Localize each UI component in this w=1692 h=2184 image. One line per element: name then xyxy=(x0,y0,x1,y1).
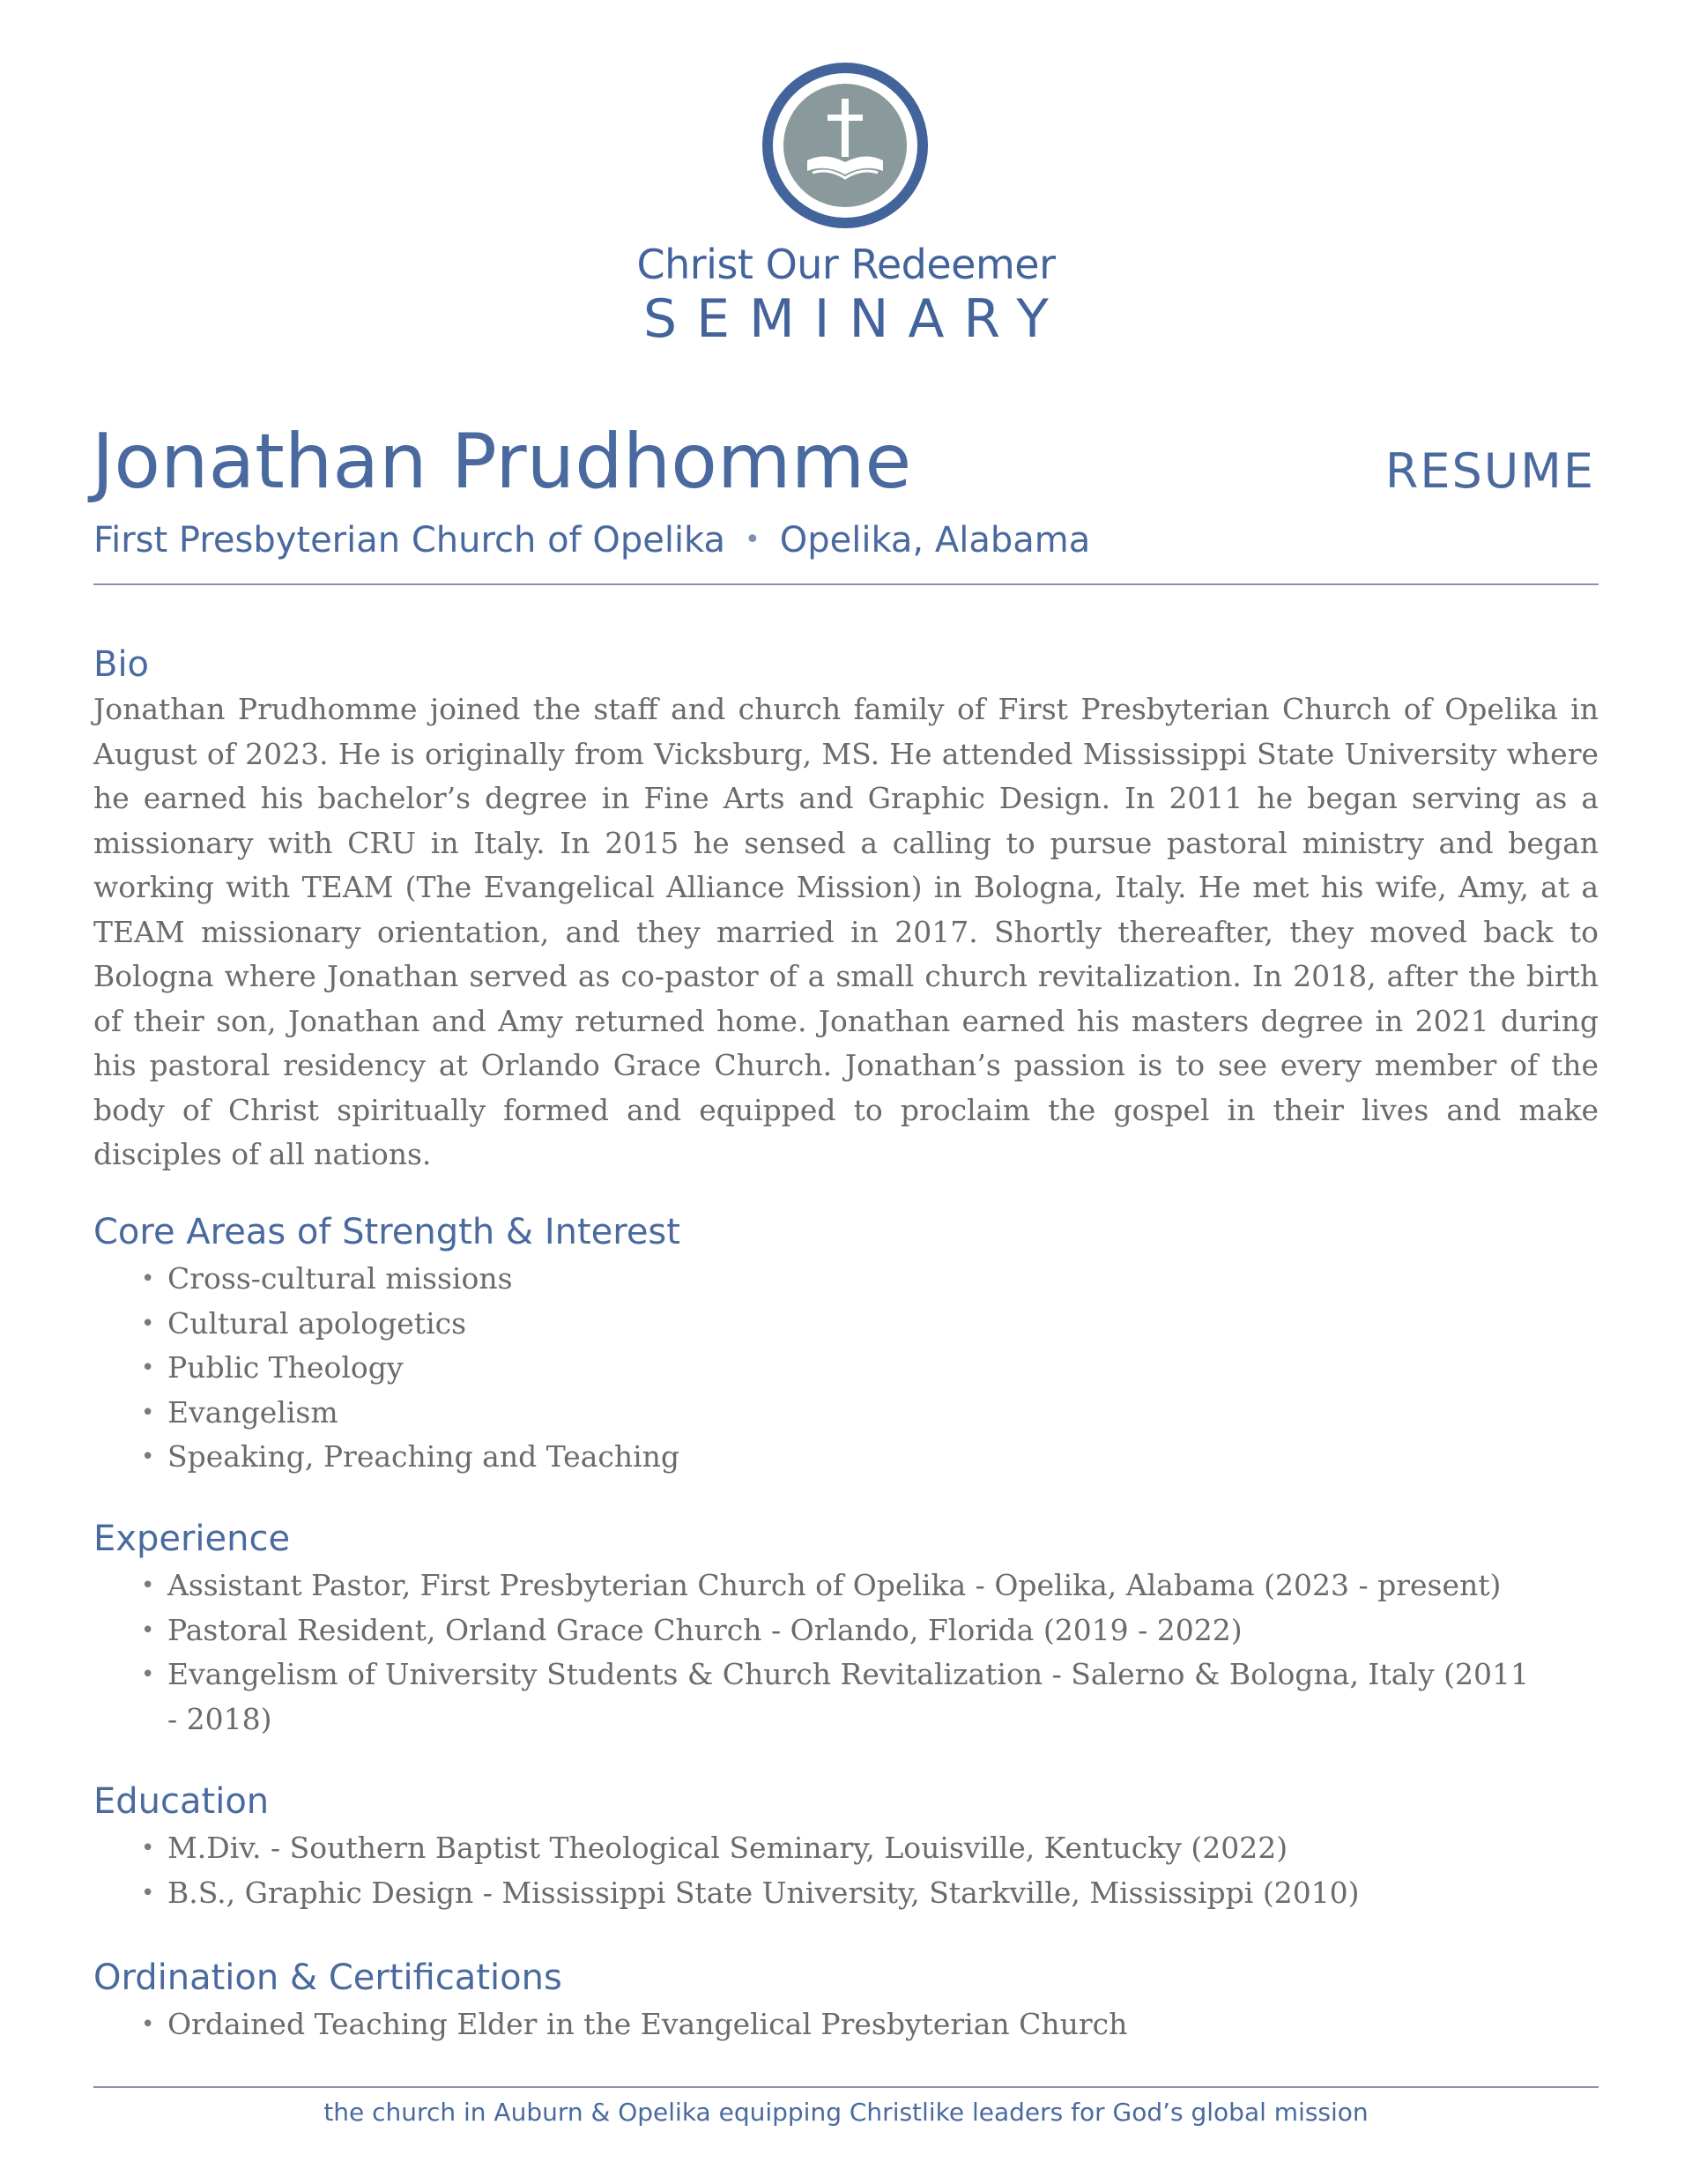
bullet-icon: • xyxy=(141,1616,155,1644)
bullet-icon: • xyxy=(141,1310,155,1337)
person-name: Jonathan Prudhomme xyxy=(92,418,912,506)
list-item: • B.S., Graphic Design - Mississippi State University, Starkville, Mississippi (2010) xyxy=(141,1871,1604,1916)
seminary-wordmark xyxy=(0,240,1692,349)
strengths-heading: Core Areas of Strength & Interest xyxy=(93,1212,680,1252)
bio-heading: Bio xyxy=(93,644,150,685)
list-item: • Cross-cultural missions xyxy=(141,1257,1604,1302)
list-item: • Ordained Teaching Elder in the Evangelical Presbyterian Church xyxy=(141,2002,1604,2047)
list-item: • Cultural apologetics xyxy=(141,1302,1604,1347)
list-item: • Assistant Pastor, First Presbyterian Church of Opelika - Opelika, Alabama (2023 - present) xyxy=(141,1564,1604,1608)
location: Opelika, Alabama xyxy=(779,520,1091,561)
bio-paragraph: Jonathan Prudhomme joined the staff and church family of First Presbyterian Church of Opelika in August of 2023. He is originally from Vicksburg, MS. He attended Mississippi State University where he earned his bachelor’s degree in Fine Arts and Graphic Design. In 2011 he began serving as a missionary with CRU in Italy. In 2015 he sensed a calling to pursue pastoral ministry and began working with TEAM (The Evangelical Alliance Mission) in Bologna, Italy. He met his wife, Amy, at a TEAM missionary orientation, and they married in 2017. Shortly thereafter, they moved back to Bologna where Jonathan served as co-pastor of a small church revitalization. In 2018, after the birth of their son, Jonathan and Amy returned home. Jonathan earned his masters degree in 2021 during his pastoral residency at Orlando Grace Church. Jonathan’s passion is to see every member of the body of Christ spiritually formed and equipped to proclaim the gospel in their lives and make disciples of all nations. xyxy=(93,692,1599,1171)
cross-and-open-book-logo-icon xyxy=(761,62,929,229)
list-item: • Public Theology xyxy=(141,1346,1604,1391)
bullet-icon: • xyxy=(141,1355,155,1381)
bullet-icon: • xyxy=(141,1572,155,1599)
education-heading: Education xyxy=(93,1781,270,1822)
church-name: First Presbyterian Church of Opelika xyxy=(93,520,726,561)
bullet-icon: • xyxy=(141,1399,155,1426)
bullet-icon: • xyxy=(141,2011,155,2038)
experience-list xyxy=(141,1564,1604,1742)
ordination-list xyxy=(141,2002,1604,2047)
experience-heading: Experience xyxy=(93,1519,291,1559)
strengths-list xyxy=(141,1257,1604,1480)
bullet-icon: • xyxy=(141,1879,155,1906)
bullet-icon: • xyxy=(141,1661,155,1688)
footer-divider xyxy=(93,2086,1599,2088)
list-item: • Pastoral Resident, Orland Grace Church - Orlando, Florida (2019 - 2022) xyxy=(141,1608,1604,1653)
list-item: • Evangelism xyxy=(141,1391,1604,1436)
bullet-icon: • xyxy=(141,1444,155,1470)
list-item: • Speaking, Preaching and Teaching xyxy=(141,1435,1604,1480)
ordination-heading: Ordination & Certifications xyxy=(93,1957,562,1998)
footer-tagline: the church in Auburn & Opelika equipping Christlike leaders for God’s global mission xyxy=(323,2098,1369,2127)
separator-dot: • xyxy=(745,524,761,555)
seminary-name-line1: Christ Our Redeemer xyxy=(636,241,1056,288)
document-type-label: RESUME xyxy=(1384,443,1595,499)
header-divider xyxy=(93,583,1599,585)
seminary-name-line2: SEMINARY xyxy=(643,288,1068,350)
bullet-icon: • xyxy=(141,1835,155,1861)
list-item: • Evangelism of University Students & Church Revitalization - Salerno & Bologna, Italy (2011 - 2018) xyxy=(141,1653,1539,1742)
affiliation-line xyxy=(93,516,1090,568)
seminary-logo xyxy=(761,62,929,229)
bullet-icon: • xyxy=(141,1266,155,1292)
list-item: • M.Div. - Southern Baptist Theological Seminary, Louisville, Kentucky (2022) xyxy=(141,1826,1604,1871)
education-list xyxy=(141,1826,1604,1915)
